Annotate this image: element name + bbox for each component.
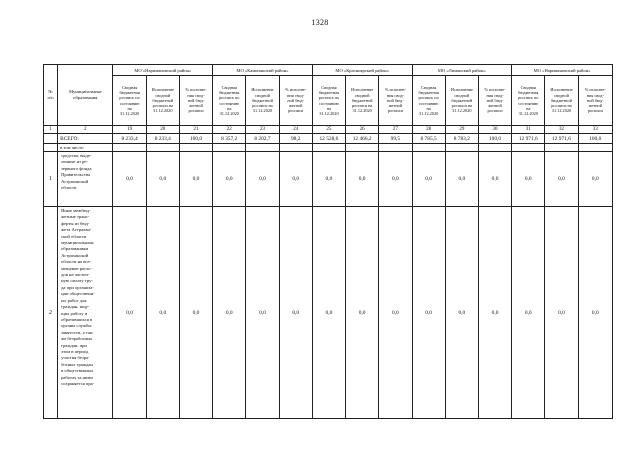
column-number: 21 — [179, 126, 212, 134]
empty-cell — [246, 144, 279, 152]
row-value: 0,0 — [346, 152, 379, 207]
budget-execution-table — [43, 64, 613, 419]
total-value: 8 233,4 — [146, 134, 179, 144]
subheader-planned: Сводная бюджетная роспись по состоянию на 31.12.2020 — [412, 76, 445, 126]
including-row — [44, 144, 613, 152]
row-description: Иные межбюд- жетные транс- ферты из бюд- жета Астрахан- ской области муниципальным образованиям Астраханской области на воз- мещение расхо- дов на частич- ную оплату тру- да при организа- ции общественн- ых работ для граждан, ищу- щих работу и обратившихся в органы службы занятости, а так- же безработных граждан, при этом в период участия безра- ботных граждан в общественных работах за ними сохраняется пра- — [58, 207, 113, 419]
row-value: 0,0 — [146, 152, 179, 207]
total-value: 12 466,2 — [346, 134, 379, 144]
row-value: 0,0 — [346, 207, 379, 419]
row-value: 0,0 — [279, 207, 312, 419]
row-value: 0,0 — [379, 207, 412, 419]
empty-cell — [213, 144, 246, 152]
table-row — [44, 152, 613, 207]
row-index: 2 — [44, 207, 58, 419]
column-number: 20 — [146, 126, 179, 134]
total-value: 100,0 — [478, 134, 511, 144]
row-value: 0,0 — [445, 207, 478, 419]
column-number: 27 — [379, 126, 412, 134]
row-value: 0,0 — [545, 207, 578, 419]
total-value: 8 202,7 — [246, 134, 279, 144]
header-mo-1: МО «Наримановский район» — [113, 65, 213, 76]
header-municipality-label: Муниципальные образования — [68, 89, 102, 100]
empty-cell — [179, 144, 212, 152]
total-value: 98,2 — [279, 134, 312, 144]
total-value: 100,0 — [578, 134, 612, 144]
header-mo-4: МО «Лиманский район» — [412, 65, 512, 76]
column-number: 1 — [44, 126, 58, 134]
total-value: 8 357,2 — [213, 134, 246, 144]
row-value: 0,0 — [578, 207, 612, 419]
total-value: 12 971,6 — [512, 134, 545, 144]
row-value: 0,0 — [412, 152, 445, 207]
empty-cell — [578, 144, 612, 152]
row-value: 0,0 — [146, 207, 179, 419]
total-value: 8 785,5 — [412, 134, 445, 144]
empty-cell — [478, 144, 511, 152]
subheader-planned: Сводная бюджетная роспись по состоянию на 31.12.2020 — [512, 76, 545, 126]
row-value: 0,0 — [578, 152, 612, 207]
subheader-planned: Сводная бюджетная роспись по состоянию на 31.12.2020 — [213, 76, 246, 126]
header-number — [44, 65, 58, 126]
empty-cell — [545, 144, 578, 152]
column-number: 2 — [58, 126, 113, 134]
subheader-executed: Исполнение сводной бюджетной росписи на 31.12.2020 — [445, 76, 478, 126]
row-value: 0,0 — [213, 152, 246, 207]
empty-cell — [512, 144, 545, 152]
header-mo-3: МО «Красноярский район» — [312, 65, 412, 76]
subheader-percent: % исполне- ния свод- ной бюд- жетной росписи — [379, 76, 412, 126]
empty-cell — [146, 144, 179, 152]
row-value: 0,0 — [246, 207, 279, 419]
including-index — [44, 144, 58, 152]
empty-cell — [279, 144, 312, 152]
column-number: 24 — [279, 126, 312, 134]
column-number: 19 — [113, 126, 146, 134]
row-value: 0,0 — [246, 152, 279, 207]
table-row — [44, 207, 613, 419]
subheader-percent: % исполне- ния свод- ной бюд- жетной росписи — [179, 76, 212, 126]
row-value: 0,0 — [478, 207, 511, 419]
including-label: в том числе: — [58, 144, 113, 152]
page-number: 1328 — [311, 18, 329, 27]
row-value: 0,0 — [445, 152, 478, 207]
column-number: 33 — [578, 126, 612, 134]
row-value: 0,0 — [512, 207, 545, 419]
total-row — [44, 134, 613, 144]
subheader-executed: Исполнение сводной бюджетной росписи на 31.12.2020 — [146, 76, 179, 126]
subheader-percent: % исполне- ния свод- ной бюд- жетной росписи — [578, 76, 612, 126]
header-mo-2: МО «Камызякский район» — [213, 65, 313, 76]
column-number: 29 — [445, 126, 478, 134]
row-value: 0,0 — [312, 207, 345, 419]
row-index: 1 — [44, 152, 58, 207]
column-number-row — [44, 126, 613, 134]
column-number: 22 — [213, 126, 246, 134]
subheader-executed: Исполнение сводной бюджетной росписи на 31.12.2020 — [246, 76, 279, 126]
subheader-executed: Исполнение сводной бюджетной росписи на 31.12.2020 — [346, 76, 379, 126]
subheader-planned: Сводная бюджетная роспись по состоянию на 31.12.2020 — [312, 76, 345, 126]
row-value: 0,0 — [113, 152, 146, 207]
subheader-percent: % исполне- ния свод- ной бюд- жетной росписи — [279, 76, 312, 126]
row-value: 0,0 — [545, 152, 578, 207]
column-number: 26 — [346, 126, 379, 134]
row-value: 0,0 — [478, 152, 511, 207]
total-value: 12 528,6 — [312, 134, 345, 144]
row-value: 0,0 — [179, 207, 212, 419]
empty-cell — [412, 144, 445, 152]
total-index — [44, 134, 58, 144]
row-description: средства, выде- ленные из ре- зервного фонда Правительства Астраханской области — [58, 152, 113, 207]
header-mo-5: МО «Наримановский район» — [512, 65, 613, 76]
empty-cell — [312, 144, 345, 152]
header-municipality — [58, 65, 113, 126]
row-value: 0,0 — [412, 207, 445, 419]
total-value: 8 783,2 — [445, 134, 478, 144]
subheader-percent: % исполне- ния свод- ной бюд- жетной росписи — [478, 76, 511, 126]
total-value: 99,5 — [379, 134, 412, 144]
row-value: 0,0 — [512, 152, 545, 207]
subheader-row — [44, 76, 613, 126]
total-value: 100,0 — [179, 134, 212, 144]
total-value: 12 971,6 — [545, 134, 578, 144]
empty-cell — [445, 144, 478, 152]
row-value: 0,0 — [312, 152, 345, 207]
total-value: 8 233,4 — [113, 134, 146, 144]
subheader-executed: Исполнение сводной бюджетной росписи на 31.12.2020 — [545, 76, 578, 126]
column-number: 28 — [412, 126, 445, 134]
row-value: 0,0 — [113, 207, 146, 419]
row-value: 0,0 — [179, 152, 212, 207]
row-value: 0,0 — [379, 152, 412, 207]
row-value: 0,0 — [213, 207, 246, 419]
empty-cell — [379, 144, 412, 152]
row-value: 0,0 — [279, 152, 312, 207]
column-number: 31 — [512, 126, 545, 134]
total-label: ВСЕГО: — [58, 134, 113, 144]
column-number: 30 — [478, 126, 511, 134]
column-number: 25 — [312, 126, 345, 134]
subheader-planned: Сводная бюджетная роспись по состоянию на 31.12.2020 — [113, 76, 146, 126]
column-number: 23 — [246, 126, 279, 134]
column-number: 32 — [545, 126, 578, 134]
empty-cell — [113, 144, 146, 152]
empty-cell — [346, 144, 379, 152]
header-number-label: № п/п — [47, 89, 54, 100]
